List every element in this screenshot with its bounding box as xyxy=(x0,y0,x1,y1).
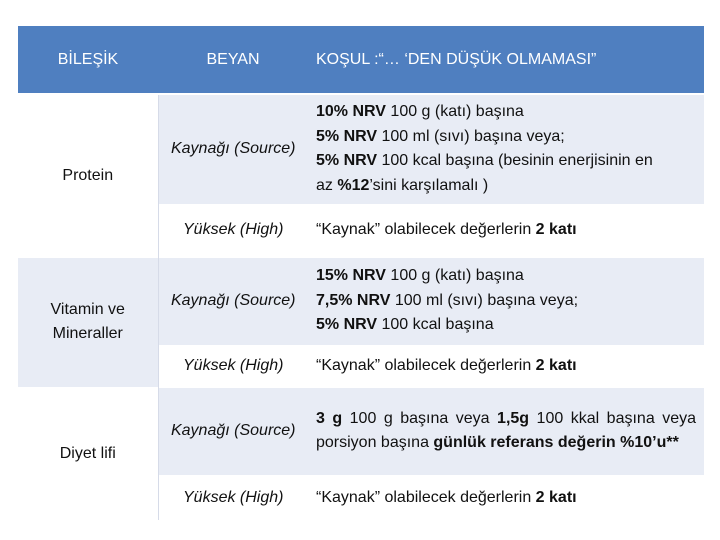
header-condition: KOŞUL :“… ‘DEN DÜŞÜK OLMAMASI” xyxy=(308,26,704,94)
condition-line: 10% NRV 100 g (katı) başına xyxy=(316,103,524,121)
condition-cell xyxy=(308,94,704,204)
component-cell: Vitamin ve Mineraller xyxy=(18,257,158,387)
component-cell: Diyet lifi xyxy=(18,387,158,520)
header-component: BİLEŞİK xyxy=(18,26,158,94)
condition-cell: “Kaynak” olabilecek değerlerin 2 katı xyxy=(308,204,704,257)
claim-cell: Kaynağı (Source) xyxy=(158,94,308,204)
claim-cell: Yüksek (High) xyxy=(158,204,308,257)
nutrition-claims-table xyxy=(18,26,704,520)
condition-line: az %12’sini karşılamalı ) xyxy=(316,176,489,194)
condition-cell xyxy=(308,257,704,345)
table-row xyxy=(18,387,704,475)
table-row xyxy=(18,257,704,345)
table-row xyxy=(18,94,704,204)
condition-line: 5% NRV 100 kcal başına xyxy=(316,316,494,334)
claim-cell: Kaynağı (Source) xyxy=(158,257,308,345)
component-cell: Protein xyxy=(18,94,158,257)
table-header-row xyxy=(18,26,704,94)
condition-cell: “Kaynak” olabilecek değerlerin 2 katı xyxy=(308,345,704,387)
condition-cell: “Kaynak” olabilecek değerlerin 2 katı xyxy=(308,475,704,520)
condition-line: 15% NRV 100 g (katı) başına xyxy=(316,267,524,285)
header-claim: BEYAN xyxy=(158,26,308,94)
claim-cell: Yüksek (High) xyxy=(158,475,308,520)
condition-line: 5% NRV 100 kcal başına (besinin enerjisinin en xyxy=(316,152,653,170)
condition-cell: 3 g 100 g başına veya 1,5g 100 kkal başına veya porsiyon başına günlük referans değerin %10’u** xyxy=(308,387,704,475)
condition-line: 5% NRV 100 ml (sıvı) başına veya; xyxy=(316,127,565,145)
condition-line: 7,5% NRV 100 ml (sıvı) başına veya; xyxy=(316,291,579,309)
claim-cell: Kaynağı (Source) xyxy=(158,387,308,475)
claim-cell: Yüksek (High) xyxy=(158,345,308,387)
